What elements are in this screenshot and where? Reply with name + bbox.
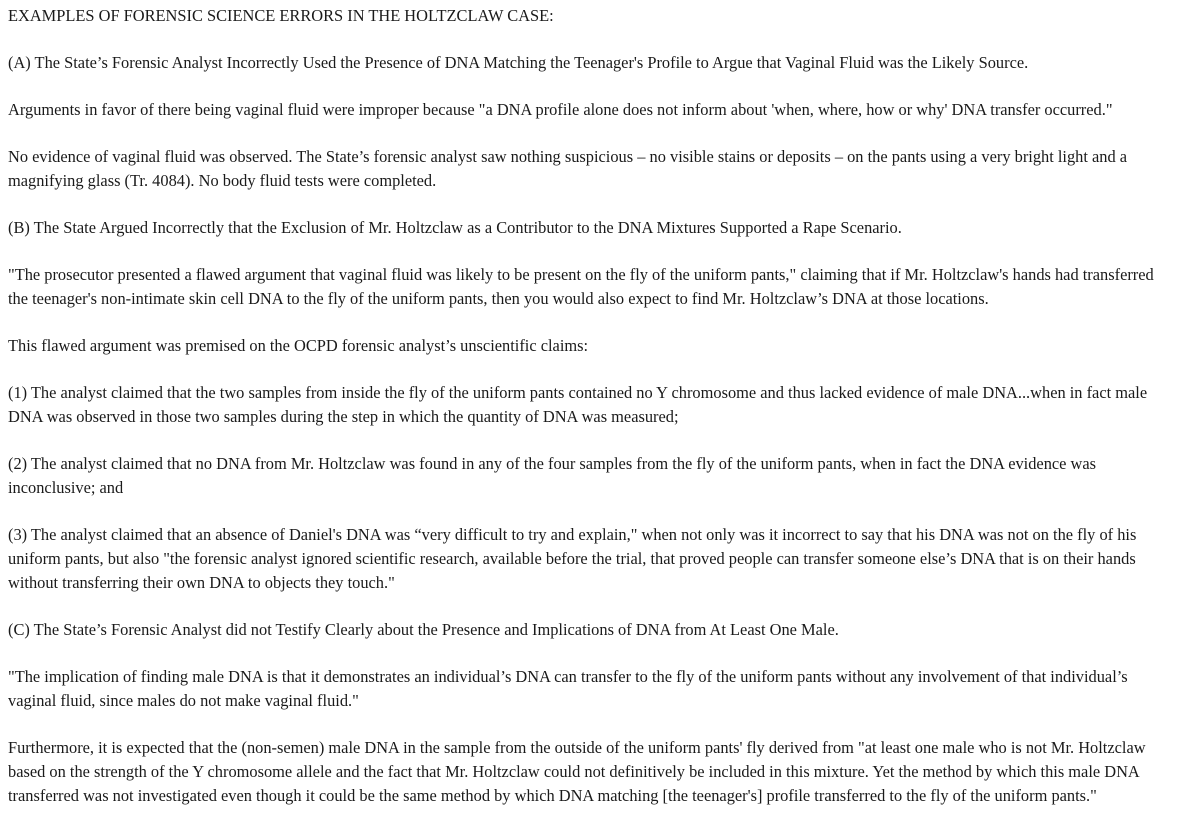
- list-item-1: (1) The analyst claimed that the two samples from inside the fly of the uniform pants contained no Y chromosome and thus lacked evidence of male DNA...when in fact male DNA was observed in those two samples during the step in which the quantity of DNA was measured;: [8, 383, 1148, 426]
- heading-c: (C) The State’s Forensic Analyst did not Testify Clearly about the Presence and Implications of DNA from At Least One Male.: [8, 620, 839, 639]
- paragraph: This flawed argument was premised on the OCPD forensic analyst’s unscientific claims:: [8, 336, 589, 355]
- paragraph: Furthermore, it is expected that the (non-semen) male DNA in the sample from the outside of the uniform pants' fly derived from "at least one male who is not Mr. Holtzclaw based on the strength of the Y chromosome allele and the fact that Mr. Holtzclaw could not definitively be included in this mixture. Yet the method by which this male DNA transferred was not investigated even though it could be the same method by which DNA matching [the teenager's] profile transferred to the fly of the uniform pants.": [8, 738, 1146, 805]
- document-title: EXAMPLES OF FORENSIC SCIENCE ERRORS IN THE HOLTZCLAW CASE:: [8, 6, 554, 25]
- paragraph: Arguments in favor of there being vaginal fluid were improper because "a DNA profile alone does not inform about 'when, where, how or why' DNA transfer occurred.": [8, 100, 1113, 119]
- list-item-2: (2) The analyst claimed that no DNA from Mr. Holtzclaw was found in any of the four samples from the fly of the uniform pants, when in fact the DNA evidence was inconclusive; and: [8, 454, 1097, 497]
- paragraph: No evidence of vaginal fluid was observed. The State’s forensic analyst saw nothing suspicious – no visible stains or deposits – on the pants using a very bright light and a magnifying glass (Tr. 4084). No body fluid tests were completed.: [8, 147, 1128, 190]
- paragraph: "The prosecutor presented a flawed argument that vaginal fluid was likely to be present on the fly of the uniform pants," claiming that if Mr. Holtzclaw's hands had transferred the teenager's non-intimate skin cell DNA to the fly of the uniform pants, then you would also expect to find Mr. Holtzclaw’s DNA at those locations.: [8, 265, 1154, 308]
- heading-b: (B) The State Argued Incorrectly that the Exclusion of Mr. Holtzclaw as a Contributor to the DNA Mixtures Supported a Rape Scenario.: [8, 218, 902, 237]
- list-item-3: (3) The analyst claimed that an absence of Daniel's DNA was “very difficult to try and explain," when not only was it incorrect to say that his DNA was not on the fly of his uniform pants, but also "the forensic analyst ignored scientific research, available before the trial, that proved people can transfer someone else’s DNA that is on their hands without transferring their own DNA to objects they touch.": [8, 525, 1137, 592]
- paragraph: "The implication of finding male DNA is that it demonstrates an individual’s DNA can transfer to the fly of the uniform pants without any involvement of that individual’s vaginal fluid, since males do not make vaginal fluid.": [8, 667, 1128, 710]
- heading-a: (A) The State’s Forensic Analyst Incorrectly Used the Presence of DNA Matching the Teenager's Profile to Argue that Vaginal Fluid was the Likely Source.: [8, 53, 1029, 72]
